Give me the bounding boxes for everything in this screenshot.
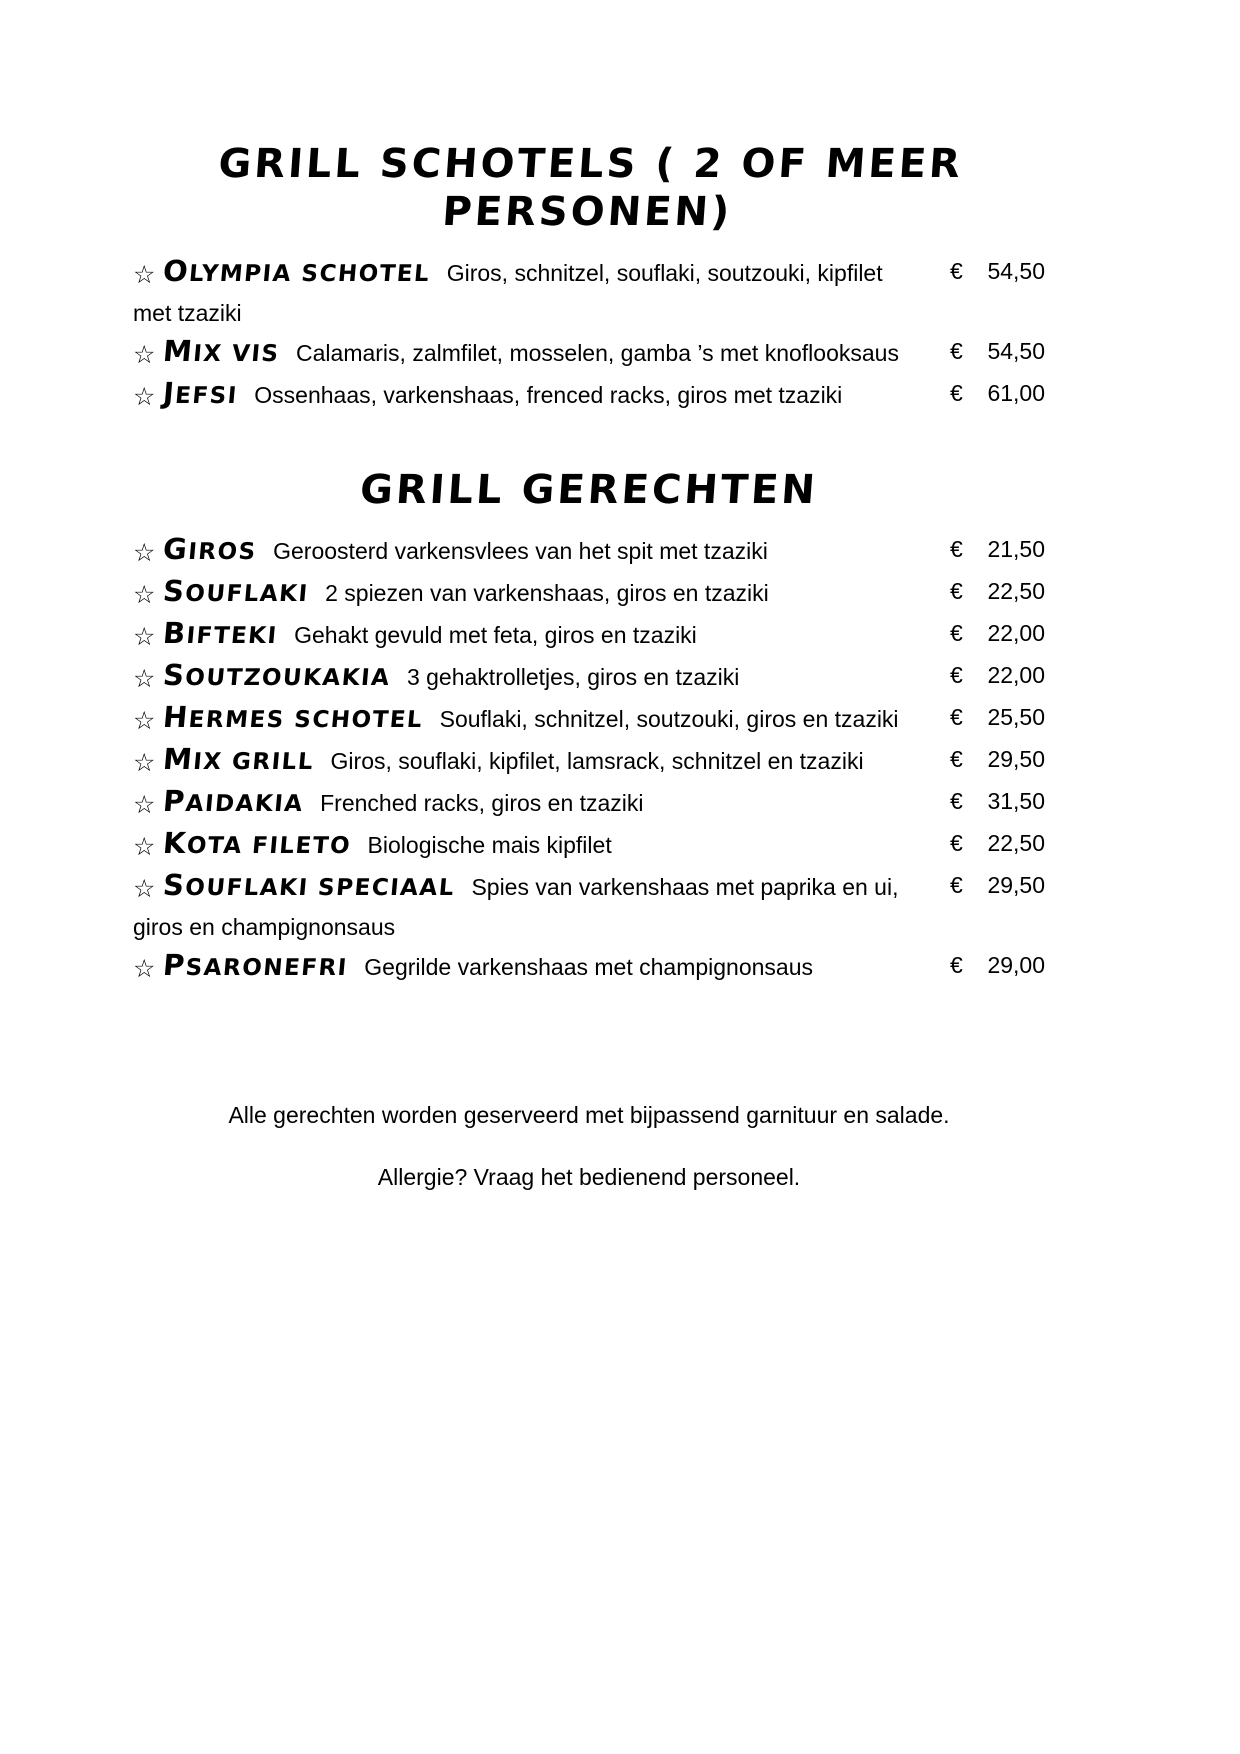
item-description: 3 gehaktrolletjes, giros en tzaziki (406, 664, 740, 690)
price-amount: 22,00 (987, 620, 1045, 646)
star-outline-icon: ☆ (133, 955, 156, 983)
item-description: Gehakt gevuld met feta, giros en tzaziki (294, 622, 697, 648)
item-price (950, 572, 1045, 610)
menu-item-row (133, 252, 1045, 332)
section-title: GRILL SCHOTELS ( 2 OF MEER PERSONEN) (216, 141, 965, 235)
menu-item-row (133, 698, 1045, 740)
menu-item-list (133, 252, 1045, 416)
item-description: Spies van varkenshaas met paprika en ui, giros en champignonsaus (133, 874, 899, 940)
euro-sign: € (950, 578, 963, 604)
item-description: Souflaki, schnitzel, soutzouki, giros en tzaziki (439, 706, 899, 732)
item-description: Gegrilde varkenshaas met champignonsaus (364, 954, 814, 980)
menu-item-row (133, 866, 1045, 946)
item-description: 2 spiezen van varkenshaas, giros en tzaziki (325, 580, 769, 606)
price-amount: 25,50 (987, 704, 1045, 730)
item-description: Biologische mais kipfilet (367, 832, 612, 858)
star-outline-icon: ☆ (133, 875, 156, 903)
item-name: GIROS (162, 532, 259, 566)
star-outline-icon: ☆ (133, 261, 156, 289)
item-description: Geroosterd varkensvlees van het spit met tzaziki (273, 538, 768, 564)
menu-footer (133, 1100, 1045, 1192)
item-price (950, 946, 1045, 984)
item-price (950, 252, 1045, 290)
euro-sign: € (950, 952, 963, 978)
star-outline-icon: ☆ (133, 539, 156, 567)
menu-item-row (133, 782, 1045, 824)
item-name: PAIDAKIA (162, 784, 306, 818)
menu-section (133, 140, 1045, 416)
price-amount: 61,00 (987, 380, 1045, 406)
menu-item-row (133, 946, 1045, 988)
footer-note-garnish: Alle gerechten worden geserveerd met bijpassend garnituur en salade. (228, 1102, 950, 1128)
item-description: Frenched racks, giros en tzaziki (320, 790, 644, 816)
star-outline-icon: ☆ (133, 623, 156, 651)
item-price (950, 782, 1045, 820)
item-price (950, 824, 1045, 862)
menu-item-row (133, 332, 1045, 374)
menu-item-row (133, 740, 1045, 782)
euro-sign: € (950, 788, 963, 814)
star-outline-icon: ☆ (133, 791, 156, 819)
price-amount: 29,50 (987, 872, 1045, 898)
price-amount: 29,50 (987, 746, 1045, 772)
euro-sign: € (950, 620, 963, 646)
item-name: SOUTZOUKAKIA (162, 658, 392, 692)
euro-sign: € (950, 258, 963, 284)
price-amount: 29,00 (987, 952, 1045, 978)
item-price (950, 866, 1045, 904)
item-price (950, 530, 1045, 568)
menu-item-row (133, 374, 1045, 416)
price-amount: 54,50 (987, 338, 1045, 364)
euro-sign: € (950, 536, 963, 562)
item-price (950, 374, 1045, 412)
star-outline-icon: ☆ (133, 383, 156, 411)
item-name: JEFSI (162, 376, 240, 410)
item-name: KOTA FILETO (162, 826, 353, 860)
item-price (950, 656, 1045, 694)
item-price (950, 614, 1045, 652)
item-price (950, 740, 1045, 778)
menu-item-row (133, 824, 1045, 866)
item-price (950, 698, 1045, 736)
item-name: HERMES SCHOTEL (162, 700, 425, 734)
item-name: SOUFLAKI SPECIAAL (162, 868, 457, 902)
item-name: OLYMPIA SCHOTEL (162, 254, 432, 288)
euro-sign: € (950, 338, 963, 364)
euro-sign: € (950, 380, 963, 406)
star-outline-icon: ☆ (133, 707, 156, 735)
menu-item-row (133, 530, 1045, 572)
star-outline-icon: ☆ (133, 665, 156, 693)
menu-item-row (133, 656, 1045, 698)
price-amount: 22,50 (987, 830, 1045, 856)
item-price (950, 332, 1045, 370)
menu-item-row (133, 614, 1045, 656)
item-description: Calamaris, zalmfilet, mosselen, gamba ’s met knoflooksaus (296, 340, 899, 366)
star-outline-icon: ☆ (133, 749, 156, 777)
item-name: MIX VIS (162, 334, 282, 368)
section-title: GRILL GERECHTEN (358, 467, 820, 513)
menu-item-list (133, 530, 1045, 988)
price-amount: 22,00 (987, 662, 1045, 688)
menu-section (133, 466, 1045, 988)
euro-sign: € (950, 872, 963, 898)
price-amount: 54,50 (987, 258, 1045, 284)
item-name: BIFTEKI (162, 616, 280, 650)
item-description: Ossenhaas, varkenshaas, frenced racks, giros met tzaziki (254, 382, 843, 408)
euro-sign: € (950, 746, 963, 772)
item-description: Giros, souflaki, kipfilet, lamsrack, schnitzel en tzaziki (330, 748, 864, 774)
star-outline-icon: ☆ (133, 341, 156, 369)
menu-sections (133, 140, 1045, 988)
item-name: PSARONEFRI (162, 948, 350, 982)
euro-sign: € (950, 830, 963, 856)
footer-note-allergy: Allergie? Vraag het bedienend personeel. (377, 1164, 801, 1190)
item-name: MIX GRILL (162, 742, 316, 776)
price-amount: 21,50 (987, 536, 1045, 562)
item-name: SOUFLAKI (162, 574, 311, 608)
price-amount: 31,50 (987, 788, 1045, 814)
euro-sign: € (950, 704, 963, 730)
star-outline-icon: ☆ (133, 833, 156, 861)
price-amount: 22,50 (987, 578, 1045, 604)
euro-sign: € (950, 662, 963, 688)
star-outline-icon: ☆ (133, 581, 156, 609)
item-description: Giros, schnitzel, souflaki, soutzouki, kipfilet met tzaziki (133, 260, 883, 326)
menu-item-row (133, 572, 1045, 614)
